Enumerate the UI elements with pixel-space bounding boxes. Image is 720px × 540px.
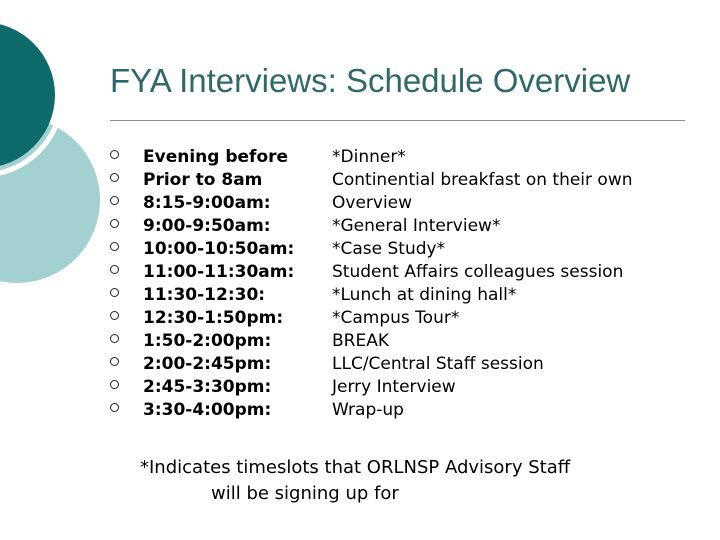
schedule-event: LLC/Central Staff session [332,354,544,374]
schedule-event: Student Affairs colleagues session [332,262,624,282]
schedule-row [110,147,710,170]
schedule-time: 1:50-2:00pm: [143,331,272,351]
schedule-event: *General Interview* [332,216,501,236]
schedule-event: Continential breakfast on their own [332,170,633,190]
hollow-circle-bullet-icon [110,173,119,182]
decorative-circles [0,0,120,300]
footnote [140,455,570,507]
schedule-row [110,262,710,285]
schedule-row [110,193,710,216]
hollow-circle-bullet-icon [110,380,119,389]
schedule-list [110,147,710,423]
hollow-circle-bullet-icon [110,357,119,366]
footnote-line-2: will be signing up for [211,483,399,504]
schedule-time: 9:00-9:50am: [143,216,271,236]
schedule-row [110,239,710,262]
hollow-circle-bullet-icon [110,150,119,159]
schedule-row [110,285,710,308]
footnote-line-1: *Indicates timeslots that ORLNSP Advisory Staff [140,457,571,478]
title-divider [110,120,685,121]
schedule-row [110,308,710,331]
schedule-event: Jerry Interview [332,377,456,397]
hollow-circle-bullet-icon [110,288,119,297]
schedule-time: 11:30-12:30: [143,285,266,305]
schedule-event: Wrap-up [332,400,404,420]
schedule-event: *Dinner* [332,147,406,167]
schedule-time: 10:00-10:50am: [143,239,295,259]
schedule-time: 3:30-4:00pm: [143,400,272,420]
hollow-circle-bullet-icon [110,311,119,320]
hollow-circle-bullet-icon [110,219,119,228]
schedule-time: Evening before [143,147,289,167]
hollow-circle-bullet-icon [110,265,119,274]
schedule-row [110,331,710,354]
schedule-time: 8:15-9:00am: [143,193,271,213]
hollow-circle-bullet-icon [110,403,119,412]
schedule-event: *Case Study* [332,239,446,259]
schedule-event: Overview [332,193,413,213]
schedule-row [110,400,710,423]
schedule-time: 2:00-2:45pm: [143,354,272,374]
hollow-circle-bullet-icon [110,334,119,343]
schedule-event: *Campus Tour* [332,308,460,328]
schedule-row [110,216,710,239]
schedule-row [110,170,710,193]
schedule-time: 12:30-1:50pm: [143,308,284,328]
hollow-circle-bullet-icon [110,242,119,251]
schedule-event: BREAK [332,331,389,351]
schedule-time: 11:00-11:30am: [143,262,295,282]
slide-title: FYA Interviews: Schedule Overview [110,62,631,99]
schedule-time: 2:45-3:30pm: [143,377,272,397]
schedule-row [110,377,710,400]
schedule-row [110,354,710,377]
hollow-circle-bullet-icon [110,196,119,205]
schedule-event: *Lunch at dining hall* [332,285,517,305]
schedule-time: Prior to 8am [143,170,263,190]
